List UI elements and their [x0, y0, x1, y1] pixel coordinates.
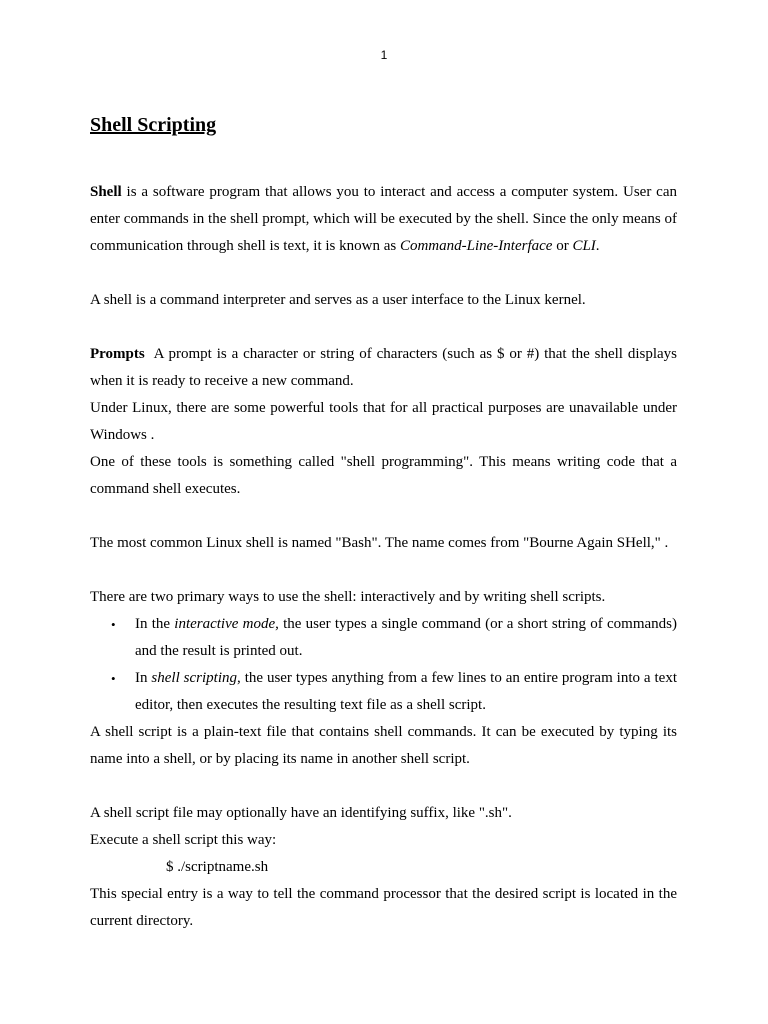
intro-end: .	[595, 238, 600, 254]
page-title: Shell Scripting	[90, 114, 217, 136]
spacer	[90, 503, 677, 530]
list-item-text: , the user types a single command (or a short string of commands) and the result is printed out.	[135, 616, 677, 659]
cli-short-term: CLI	[572, 238, 596, 254]
prompts-paragraph	[90, 341, 681, 395]
list-item-text: In	[135, 670, 152, 686]
list-item-text: In the	[135, 616, 175, 632]
bullet-icon: •	[111, 671, 116, 686]
shell-term: Shell	[90, 184, 122, 200]
cli-long-term: Command-Line-Interface	[399, 238, 553, 254]
bash-paragraph: The most common Linux shell is named "Bash". The name comes from "Bourne Again SHell," .	[90, 535, 669, 551]
shell-programming-paragraph: One of these tools is something called "shell programming". This means writing code that a command shell executes.	[90, 454, 677, 497]
usage-modes-list	[90, 611, 677, 719]
prompts-term: Prompts	[90, 346, 145, 362]
list-item	[90, 665, 677, 719]
list-item	[90, 611, 677, 665]
execute-paragraph: Execute a shell script this way:	[90, 832, 277, 848]
command-example: $ ./scriptname.sh	[166, 859, 269, 875]
usage-ways-paragraph: There are two primary ways to use the shell: interactively and by writing shell scripts.	[90, 589, 606, 605]
page-number: 1	[380, 48, 388, 62]
spacer	[90, 139, 677, 179]
shell-scripting-term: shell scripting	[151, 670, 238, 686]
special-entry-paragraph: This special entry is a way to tell the command processor that the desired script is located in the current directory.	[90, 886, 677, 929]
suffix-paragraph: A shell script file may optionally have an identifying suffix, like ".sh".	[90, 805, 512, 821]
intro-or: or	[552, 238, 573, 254]
spacer	[90, 260, 677, 287]
kernel-paragraph: A shell is a command interpreter and serves as a user interface to the Linux kernel.	[90, 292, 586, 308]
tools-paragraph: Under Linux, there are some powerful tools that for all practical purposes are unavailable under Windows .	[90, 400, 677, 443]
script-definition-paragraph: A shell script is a plain-text file that contains shell commands. It can be executed by typing its name into a shell, or by placing its name in another shell script.	[90, 724, 677, 767]
intro-text: is a software program that allows you to interact and access a computer system. User can enter commands in the shell prompt, which will be executed by the shell. Since the only means of communication through shell is text, it is known as	[90, 184, 677, 254]
interactive-mode-term: interactive mode	[174, 616, 276, 632]
bullet-icon: •	[111, 617, 116, 632]
prompts-text: A prompt is a character or string of characters (such as $ or #) that the shell displays when it is ready to receive a new command.	[90, 346, 681, 389]
spacer	[90, 773, 677, 800]
document-body	[90, 111, 681, 935]
list-item-text: , the user types anything from a few lines to an entire program into a text editor, then executes the resulting text file as a shell script.	[135, 670, 677, 713]
intro-paragraph	[90, 179, 677, 260]
spacer	[90, 557, 677, 584]
spacer	[90, 314, 677, 341]
